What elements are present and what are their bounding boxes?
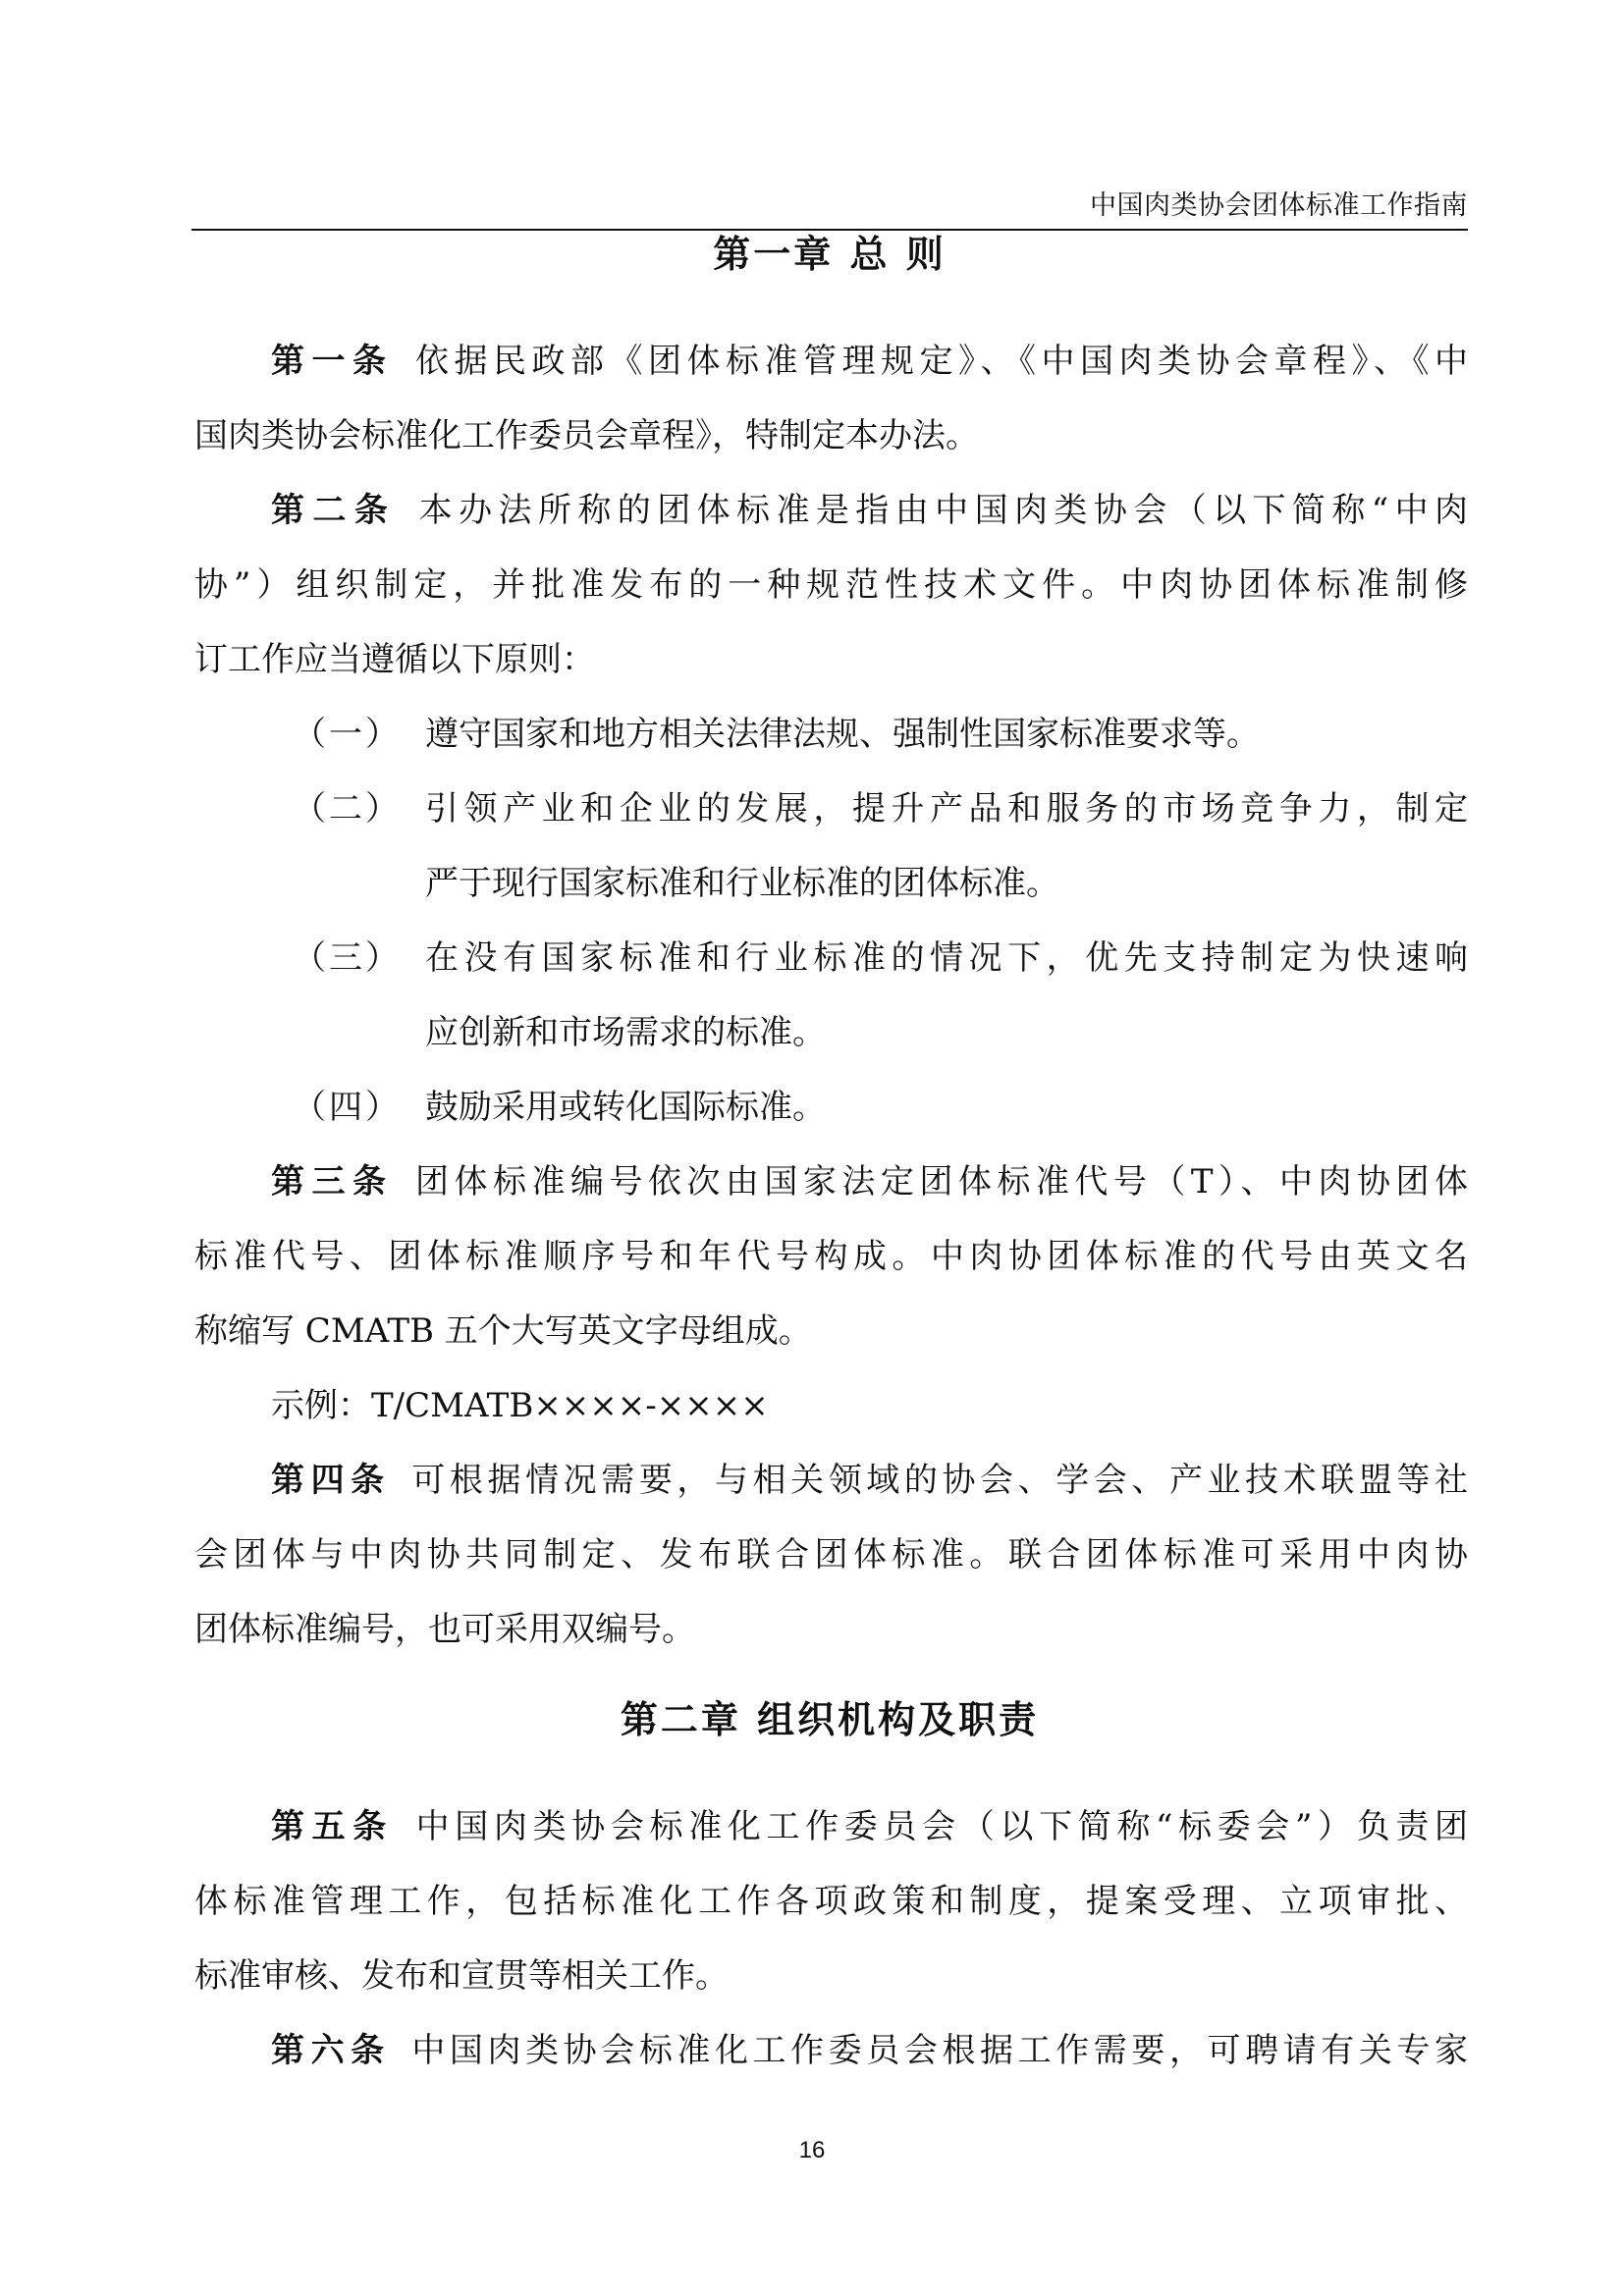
article-4-line-2: 会团体与中肉协共同制定、发布联合团体标准。联合团体标准可采用中肉协	[194, 1535, 1468, 1575]
principle-4-text: 鼓励采用或转化国际标准。	[425, 1088, 826, 1127]
chapter-1-title: 第一章 总 则	[713, 232, 947, 276]
principle-2-text-2: 严于现行国家标准和行业标准的团体标准。	[425, 864, 1059, 903]
article-3-label: 第三条	[271, 1162, 394, 1201]
principle-4-number: （四）	[293, 1088, 402, 1127]
article-3-line-3: 称缩写 CMATB 五个大写英文字母组成。	[194, 1311, 812, 1351]
article-5-label: 第五条	[271, 1807, 394, 1846]
principle-2-text-1: 引领产业和企业的发展，提升产品和服务的市场竞争力，制定	[425, 789, 1468, 828]
article-4-line-1	[271, 1456, 1468, 1505]
article-2-label: 第二条	[271, 491, 397, 530]
principle-3-number: （三）	[293, 938, 402, 978]
principle-1-number: （一）	[293, 715, 402, 754]
article-6-line-1	[271, 2026, 1468, 2075]
article-5-line-2: 体标准管理工作，包括标准化工作各项政策和制度，提案受理、立项审批、	[194, 1882, 1468, 1921]
article-2-line-3: 订工作应当遵循以下原则：	[194, 640, 595, 679]
principle-3-text-1: 在没有国家标准和行业标准的情况下，优先支持制定为快速响	[425, 938, 1468, 978]
article-5-line-3: 标准审核、发布和宣贯等相关工作。	[194, 1956, 729, 1996]
article-3-line-1	[271, 1157, 1468, 1206]
article-2-line-1	[271, 486, 1468, 535]
article-4-text-1: 可根据情况需要，与相关领域的协会、学会、产业技术联盟等社	[406, 1461, 1469, 1500]
article-4-label: 第四条	[271, 1461, 391, 1500]
article-3-text-1: 团体标准编号依次由国家法定团体标准代号（T）、中肉协团体	[409, 1162, 1468, 1201]
article-3-example: 示例：T/CMATB××××-××××	[271, 1386, 769, 1425]
article-1-line-2: 国肉类协会标准化工作委员会章程》，特制定本办法。	[194, 416, 979, 455]
article-5-text-1: 中国肉类协会标准化工作委员会（以下简称“标委会”）负责团	[409, 1807, 1469, 1846]
article-3-line-2: 标准代号、团体标准顺序号和年代号构成。中肉协团体标准的代号由英文名	[194, 1237, 1468, 1276]
article-1-line-1	[271, 337, 1468, 386]
article-2-text-1: 本办法所称的团体标准是指由中国肉类协会（以下简称“中肉	[412, 491, 1468, 530]
article-6-text-1: 中国肉类协会标准化工作委员会根据工作需要，可聘请有关专家	[406, 2031, 1469, 2070]
article-5-line-1	[271, 1802, 1468, 1851]
article-2-line-2: 协”）组织制定，并批准发布的一种规范性技术文件。中肉协团体标准制修	[194, 565, 1468, 605]
chapter-2-title: 第二章 组织机构及职责	[620, 1697, 1040, 1741]
article-1-text-1: 依据民政部《团体标准管理规定》、《中国肉类协会章程》、《中	[409, 342, 1468, 381]
principle-2-number: （二）	[293, 789, 402, 828]
article-4-line-3: 团体标准编号，也可采用双编号。	[194, 1610, 695, 1649]
article-1-label: 第一条	[271, 342, 394, 381]
principle-3-text-2: 应创新和市场需求的标准。	[425, 1013, 826, 1052]
running-header: 中国肉类协会团体标准工作指南	[1090, 190, 1468, 221]
page-number: 16	[798, 2137, 826, 2163]
article-6-label: 第六条	[271, 2031, 391, 2070]
principle-1-text: 遵守国家和地方相关法律法规、强制性国家标准要求等。	[425, 715, 1260, 754]
